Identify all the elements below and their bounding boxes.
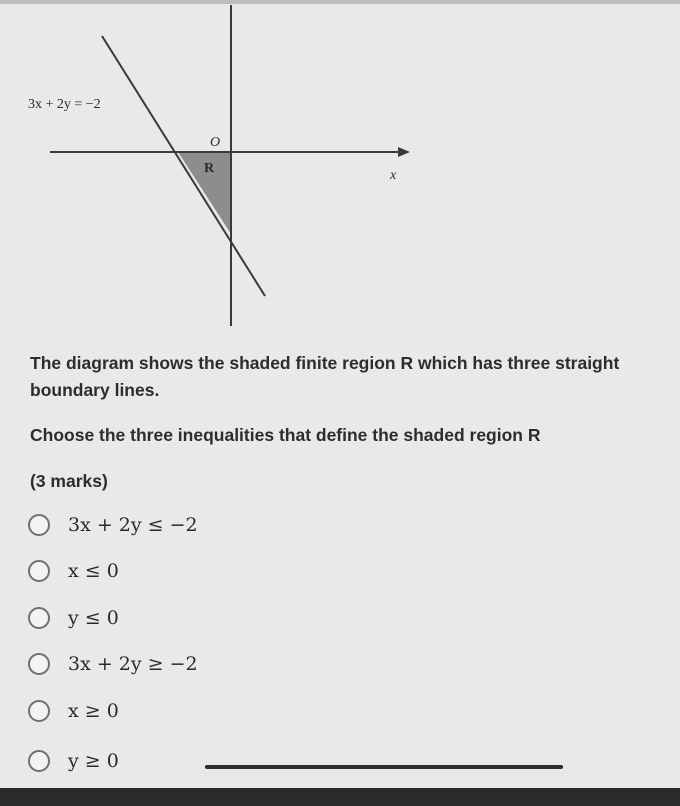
boundary-line-3x-2y: [102, 36, 265, 296]
option-label: 3x + 2y ≤ −2: [68, 514, 198, 536]
radio-button[interactable]: [28, 700, 50, 722]
graph-diagram: [0, 0, 680, 340]
option-label: y ≥ 0: [68, 750, 119, 772]
option-3[interactable]: [28, 604, 119, 632]
radio-button[interactable]: [28, 514, 50, 536]
answer-underline: [205, 765, 563, 769]
option-label: x ≤ 0: [68, 560, 119, 582]
radio-button[interactable]: [28, 653, 50, 675]
question-instruction: Choose the three inequalities that define the shaded region R: [30, 425, 541, 445]
option-6[interactable]: [28, 747, 119, 775]
option-label: y ≤ 0: [68, 607, 119, 629]
x-axis-label: x: [390, 168, 397, 183]
option-2[interactable]: [28, 557, 119, 585]
radio-button[interactable]: [28, 750, 50, 772]
radio-button[interactable]: [28, 560, 50, 582]
option-5[interactable]: [28, 697, 119, 725]
option-1[interactable]: [28, 511, 198, 539]
region-label: R: [204, 161, 215, 176]
option-label: x ≥ 0: [68, 700, 119, 722]
origin-label: O: [210, 135, 221, 150]
screen-bottom-edge: [0, 788, 680, 806]
marks-label: (3 marks): [30, 471, 108, 491]
line-equation-label: 3x + 2y = −2: [28, 97, 101, 112]
question-text: The diagram shows the shaded finite region R which has three straight boundary lines.: [30, 353, 620, 400]
radio-button[interactable]: [28, 607, 50, 629]
option-4[interactable]: [28, 650, 198, 678]
x-axis-arrowhead: [398, 147, 410, 157]
option-label: 3x + 2y ≥ −2: [68, 653, 198, 675]
